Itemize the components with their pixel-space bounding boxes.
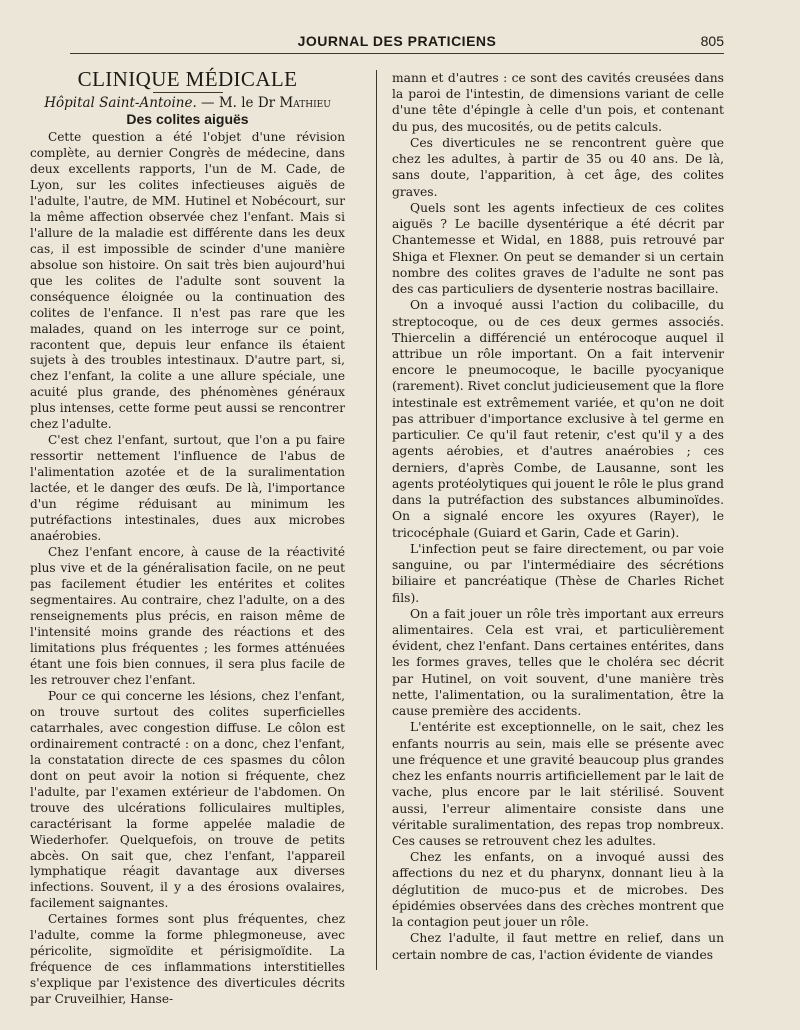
running-header [70, 33, 724, 54]
hospital-name: Hôpital Saint-Antoine. [44, 94, 197, 111]
paragraph: L'infection peut se faire directement, ou par voie sanguine, ou par l'intermédiaire des sécrétions biliaire et pancréatique (Thèse de Charles Richet fils). [392, 541, 724, 605]
paragraph: Certaines formes sont plus fréquentes, chez l'adulte, comme la forme phlegmoneuse, avec péricolite, sigmoïdite et périsigmoïdite. La fréquence de ces inflammations interstitielles s'explique par l'existence des diverticules décrits par Cruveilhier, Hanse- [30, 912, 345, 1007]
author-name: Mathieu [279, 94, 331, 111]
paragraph: Chez l'adulte, il faut mettre en relief, dans un certain nombre de cas, l'action évidente de viandes [392, 931, 724, 962]
paragraph: mann et d'autres : ce sont des cavités creusées dans la paroi de l'intestin, de dimensions variant de celle d'une tête d'épingle à celle d'un pois, et contenant du pus, des mucosités, ou de petits calculs. [392, 71, 724, 134]
left-column [30, 67, 345, 1008]
journal-title: JOURNAL DES PRATICIENS [297, 33, 497, 49]
column-divider [376, 70, 377, 970]
paragraph: Quels sont les agents infectieux de ces colites aiguës ? Le bacille dysentérique a été décrit par Chantemesse et Widal, en 1888, puis retrouvé par Shiga et Flexner. On peut se demander si un certain nombre des colites graves de l'adulte ne sont pas des cas particuliers de dysenterie nostras bacillaire. [392, 200, 724, 297]
paragraph: On a invoqué aussi l'action du colibacille, du streptocoque, ou de ces deux germes associés. Thiercelin a différencié un entérocoque auquel il attribue un rôle important. On a fait intervenir encore le pneumocoque, le bacille pyocyanique (rarement). Rivet conclut judicieusement que la flore intestinale est extrêmement variée, et qu'on ne doit pas attribuer d'importance exclusive à tel germe en particulier. Ce qu'il faut retenir, c'est qu'il y a des agents aérobies, et d'autres anaérobies ; ces derniers, d'après Combe, de Lausanne, sont les agents protéolytiques qui jouent le rôle le plus grand dans la putréfaction des substances albuminoïdes. On a signalé encore les oxyures (Rayer), le tricocéphale (Guiard et Garin, Cade et Garin). [392, 298, 724, 540]
author-prefix: — M. le Dr [196, 94, 280, 111]
paragraph: C'est chez l'enfant, surtout, que l'on a pu faire ressortir nettement l'influence de l'abus de l'alimentation azotée et de la suralimentation lactée, et le danger des œufs. De là, l'importance d'un régime réduisant au minimum les putréfactions intestinales, dues aux microbes anaérobies. [30, 433, 345, 544]
article-subtitle: Des colites aiguës [126, 110, 249, 127]
paragraph: Chez l'enfant encore, à cause de la réactivité plus vive et de la généralisation facile, on ne peut pas facilement étudier les entérites et colites segmentaires. Au contraire, chez l'adulte, on a des renseignements plus précis, en raison même de l'intensité moins grande des réactions et des limitations plus fréquentes ; les formes atténuées étant une fois bien connues, il sera plus facile de les retrouver chez l'enfant. [30, 545, 345, 687]
paragraph: Ces diverticules ne se rencontrent guère que chez les adultes, à partir de 35 ou 40 ans. De là, sans doute, l'apparition, à cet âge, des colites graves. [392, 135, 724, 199]
paragraph: Chez les enfants, on a invoqué aussi des affections du nez et du pharynx, donnant lieu à la déglutition de muco-pus et de microbes. Des épidémies observées dans des crèches montrent que la contagion peut jouer un rôle. [392, 850, 724, 930]
right-column [392, 70, 724, 963]
paragraph: L'entérite est exceptionnelle, on le sait, chez les enfants nourris au sein, mais elle se présente avec une fréquence et une gravité beaucoup plus grandes chez les enfants nourris artificiellement par le lait de vache, plus encore par le lait stérilisé. Souvent aussi, l'erreur alimentaire consiste dans une véritable suralimentation, des repas trop nombreux. Ces causes se retrouvent chez les adultes. [392, 720, 724, 849]
title-rule [153, 92, 223, 93]
page-number: 805 [700, 33, 724, 49]
paragraph: Cette question a été l'objet d'une révision complète, au dernier Congrès de médecine, dans deux excellents rapports, l'un de M. Cade, de Lyon, sur les colites infectieuses aiguës de l'adulte, l'autre, de MM. Hutinel et Nobécourt, sur la même affection observée chez l'enfant. Mais si l'allure de la maladie est différente dans les deux cas, il est impossible de scinder d'une manière absolue son histoire. On sait très bien aujourd'hui que les colites de l'adulte sont souvent la conséquence éloignée ou la continuation des colites de l'enfance. Il n'est pas rare que les malades, quand on les interroge sur ce point, racontent que, depuis leur enfance ils étaient sujets à des troubles intestinaux. D'autre part, si, chez l'enfant, la colite a une allure spéciale, une acuité plus grande, des phénomènes généraux plus intenses, cette forme peut aussi se rencontrer chez l'adulte. [30, 129, 345, 432]
byline [30, 96, 345, 112]
paragraph: On a fait jouer un rôle très important aux erreurs alimentaires. Cela est vrai, et particulièrement évident, chez l'enfant. Dans certaines entérites, dans les formes graves, telles que le choléra sec décrit par Hutinel, on voit souvent, d'une manière très nette, l'alimentation, ou la suralimentation, être la cause première des accidents. [392, 606, 724, 719]
section-title: CLINIQUE MÉDICALE [77, 67, 298, 91]
paragraph: Pour ce qui concerne les lésions, chez l'enfant, on trouve surtout des colites superficielles catarrhales, avec congestion diffuse. Le côlon est ordinairement contracté : on a donc, chez l'enfant, la constatation directe de ces spasmes du côlon dont on peut avoir la notion si fréquente, chez l'adulte, par l'examen extérieur de l'abdomen. On trouve des ulcérations folliculaires multiples, caractérisant la forme appelée maladie de Wiederhofer. Quelquefois, on trouve de petits abcès. On sait que, chez l'enfant, l'appareil lymphatique réagit davantage aux diverses infections. Souvent, il y a des érosions ovalaires, facilement saignantes. [30, 688, 345, 911]
